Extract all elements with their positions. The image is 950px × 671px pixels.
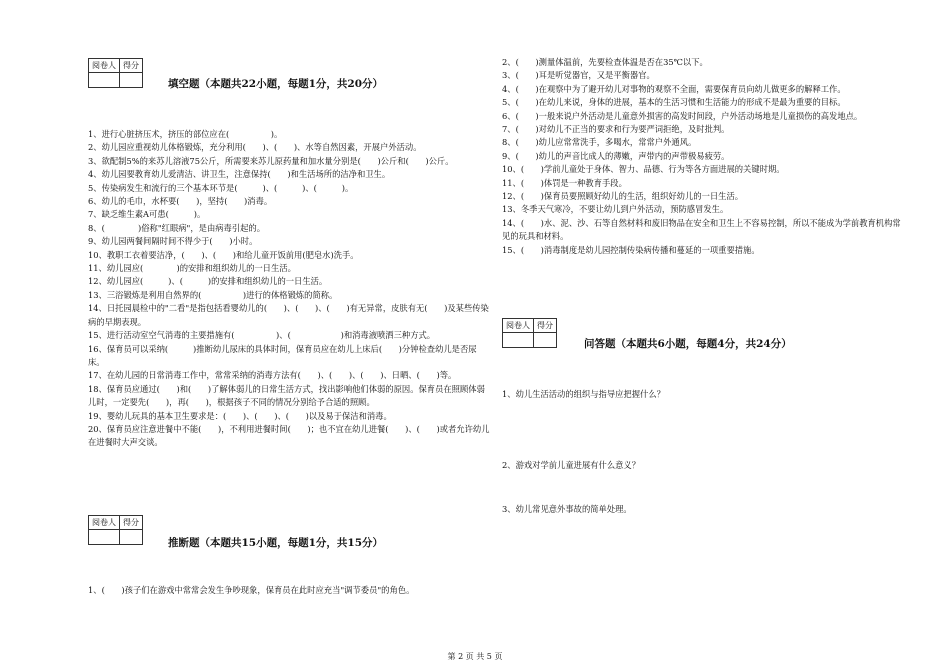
question-line: 20、保育员应注意进餐中不能( )，不利用进餐时间( )；也不宜在幼儿进餐( )、( )或者允许幼儿在进餐时大声交谈。 — [88, 423, 490, 448]
page-footer: 第 2 页 共 5 页 — [447, 652, 503, 661]
qa-question-1: 1、幼儿生活活动的组织与指导应把握什么？ — [502, 389, 665, 399]
question-line: 6、幼儿的毛巾，水杯要( )，坚持( )消毒。 — [88, 196, 273, 207]
question-line: 5、( )在幼儿来说，身体的进展，基本的生活习惯和生活能力的形成不是最为重要的目标。 — [502, 97, 846, 108]
question-line: 4、幼儿园要教育幼儿爱清洁、讲卫生，注意保持( )和生活场所的洁净和卫生。 — [88, 169, 391, 180]
score-label: 得分 — [120, 516, 143, 530]
question-line: 17、在幼儿园的日常消毒工作中，常常采纳的消毒方法有( )、( )、( )、日晒、( )等。 — [88, 370, 457, 381]
fill-questions — [88, 128, 490, 450]
question-line: 2、幼儿园应重视幼儿体格锻炼，充分利用( )、( )、水等自然因素，开展户外活动。 — [88, 142, 422, 153]
question-line: 11、( )体罚是一种教育手段。 — [502, 177, 627, 188]
question-line: 14、日托园晨检中的"二看"是指包括看婴幼儿的( )、( )、( )有无异常，皮肤有无( )及某些传染病的早期表现。 — [88, 303, 489, 327]
question-line: 6、( )一般来说户外活动是儿童意外损害的高发时间段，户外活动场地是儿童损伤的高发地点。 — [502, 110, 863, 121]
question-line: 9、幼儿园两餐间隔时间不得少于( )小时。 — [88, 236, 258, 247]
question-line: 15、( )消毒制度是幼儿园控制传染病传播和蔓延的一项重要措施。 — [502, 244, 760, 255]
score-box-qa — [502, 318, 557, 348]
question-line: 8、( )幼儿应常常洗手，多喝水，常常户外通风。 — [502, 137, 697, 148]
question-line: 14、( )水、泥、沙、石等自然材料和废旧物品在安全和卫生上不容易控制，所以不能成为学前教育机构常见的玩具和材料。 — [502, 217, 901, 242]
question-line: 3、欲配制5%的来苏儿溶液75公斤，所需要来苏儿原药量和加水量分别是( )公斤和( )公斤。 — [88, 155, 454, 166]
question-line: 8、( )俗称"红眼病"，是由病毒引起的。 — [88, 222, 266, 233]
question-line: 12、( )保育员要照顾好幼儿的生活，组织好幼儿的一日生活。 — [502, 191, 744, 202]
judge-question-1: 1、( )孩子们在游戏中常常会发生争吵现象，保育员在此时应充当"调节委员"的角色。 — [88, 585, 415, 595]
question-line: 5、传染病发生和流行的三个基本环节是( )、( )、( )。 — [88, 182, 354, 193]
question-line: 7、( )对幼儿不正当的要求和行为要严词拒绝，及时批判。 — [502, 124, 730, 135]
judge-section-title: 推断题（本题共15小题，每题1分，共15分） — [168, 537, 384, 549]
qa-section-title: 问答题（本题共6小题，每题4分，共24分） — [584, 338, 792, 350]
score-label: 得分 — [120, 59, 143, 73]
question-line: 10、( )学前儿童处于身体、智力、品德、行为等各方面进展的关键时期。 — [502, 164, 785, 175]
qa-question-2: 2、游戏对学前儿童进展有什么意义？ — [502, 460, 641, 470]
question-line: 10、教职工衣着要洁净，( )、( )和给儿童开饭前用(肥皂水)洗手。 — [88, 249, 359, 260]
judge-questions — [502, 56, 907, 257]
qa-question-3: 3、幼儿常见意外事故的简单处理。 — [502, 504, 632, 514]
question-line: 2、( )测量体温前，先要检查体温是否在35℃以下。 — [502, 57, 708, 67]
score-box-fill — [88, 58, 143, 88]
score-label: 得分 — [534, 319, 557, 333]
question-line: 9、( )幼儿的声音比成人的薄嫩，声带内的声带极易疲劳。 — [502, 150, 730, 161]
question-line: 13、冬季天气寒冷，不要让幼儿到户外活动，预防感冒发生。 — [502, 204, 729, 215]
question-line: 18、保育员应通过( )和( )了解体弱儿的日常生活方式，找出影响他们体弱的原因。保育员在照顾体弱儿时，一定要先( )，再( )，根据孩子不同的情况分别给予合适的照顾。 — [88, 383, 485, 408]
score-box-judge — [88, 515, 143, 545]
question-line: 13、三浴锻炼是利用自然界的( )进行的体格锻炼的简称。 — [88, 289, 338, 300]
reviewer-label: 阅卷人 — [89, 516, 120, 530]
question-line: 12、幼儿园应( )、( )的安排和组织幼儿的一日生活。 — [88, 276, 328, 287]
fill-section-title: 填空题（本题共22小题，每题1分，共20分） — [168, 78, 384, 90]
question-line: 11、幼儿园应( )的安排和组织幼儿的一日生活。 — [88, 263, 296, 274]
question-line: 16、保育员可以采纳( )推断幼儿尿床的具体时间，保育员应在幼儿上床后( )分钟检查幼儿是否尿床。 — [88, 343, 477, 367]
question-line: 4、( )在观察中为了避开幼儿对事物的观察不全面，需要保育员向幼儿做更多的解释工作。 — [502, 83, 846, 94]
question-line: 19、婴幼儿玩具的基本卫生要求是：( )、( )、( )以及易于保洁和消毒。 — [88, 410, 392, 421]
reviewer-label: 阅卷人 — [503, 319, 534, 333]
reviewer-label: 阅卷人 — [89, 59, 120, 73]
question-line: 15、进行活动室空气消毒的主要措施有( )、( )和消毒液喷洒三种方式。 — [88, 330, 436, 341]
question-line: 1、进行心脏挤压术，挤压的部位应在( )。 — [88, 129, 283, 139]
question-line: 3、( )耳是听觉器官，又是平衡器官。 — [502, 70, 655, 81]
question-line: 7、缺乏维生素A可患( )。 — [88, 209, 206, 220]
